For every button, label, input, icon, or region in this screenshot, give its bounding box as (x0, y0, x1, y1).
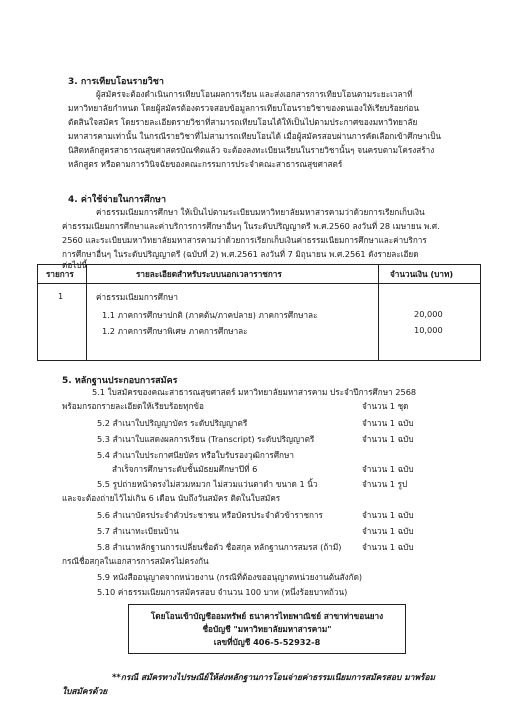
section5-item-continuation: และจะต้องถ่ายไว้ไม่เกิน 6 เดือน นับถึงวันสมัคร ติดในใบสมัคร (62, 493, 281, 503)
fee-table (37, 264, 481, 361)
bank-account-name: ชื่อบัญชี "มหาวิทยาลัยมหาสารคาม" (202, 624, 332, 634)
section5-item: 5.2 สำเนาใบปริญญาบัตร ระดับปริญญาตรี (97, 418, 248, 428)
section5-item-5-1-line-1: 5.1 ใบสมัครของคณะสาธารณสุขศาสตร์ มหาวิทยาลัยมหาสารคาม ประจำปีการศึกษา 2568 (92, 387, 417, 397)
table-row-label: 1.1 ภาคการศึกษาปกติ (ภาคต้น/ภาคปลาย) ภาคการศึกษาละ (102, 310, 318, 320)
section3-line-6: หลักสูตร หรือตามการวินิจฉัยของคณะกรรมการประจำคณะสาธารณสุขศาสตร์ (68, 159, 343, 169)
section3-line-4: มหาสารคามเท่านั้น ในกรณีรายวิชาที่ไม่สามารถเทียบโอนได้ เมื่อผู้สมัครสอบผ่านการคัดเลือกเข้าศึกษาเป็น (68, 131, 441, 141)
section5-item-qty: จำนวน 1 ฉบับ (362, 434, 414, 444)
table-item-number: 1 (58, 291, 64, 301)
bank-account-box (128, 604, 406, 654)
section5-item: 5.9 หนังสืออนุญาตจากหน่วยงาน (กรณีที่ต้องขออนุญาตหน่วยงานต้นสังกัด) (97, 572, 363, 582)
table-header-amount: จำนวนเงิน (บาท) (390, 269, 454, 279)
section5-item-5-1-qty: จำนวน 1 ชุด (362, 401, 409, 411)
section5-item: 5.4 สำเนาใบประกาศนียบัตร หรือใบรับรองวุฒิการศึกษา (97, 450, 294, 460)
section4-line-2: ค่าธรรมเนียมการศึกษาและค่าบริการการศึกษาอื่นๆ ในระดับปริญญาตรี พ.ศ.2560 ลงวันที่ 28 เมษายน พ.ศ. (62, 221, 440, 231)
section3-line-2: มหาวิทยาลัยกำหนด โดยผู้สมัครต้องตรวจสอบข้อมูลการเทียบโอนรายวิชาของตนเองให้เรียบร้อยก่อน (68, 103, 419, 113)
section5-item-qty: จำนวน 1 ฉบับ (362, 526, 414, 536)
section5-item: 5.6 สำเนาบัตรประจำตัวประชาชน หรือบัตรประจำตัวข้าราชการ (97, 510, 323, 520)
section3-heading: 3. การเทียบโอนรายวิชา (68, 77, 164, 87)
bank-line-1: โดยโอนเข้าบัญชีออมทรัพย์ ธนาคารไทยพาณิชย์ สาขาท่าขอนยาง (150, 611, 384, 621)
table-item-title: ค่าธรรมเนียมการศึกษา (96, 292, 178, 302)
table-column-divider (86, 265, 87, 360)
section5-item: 5.5 รูปถ่ายหน้าตรงไม่สวมหมวก ไม่สวมแว่นตาดำ ขนาด 1 นิ้ว (97, 479, 318, 489)
section5-item-qty: จำนวน 1 ฉบับ (362, 418, 414, 428)
section4-line-5: ต่อไปนี้ (62, 260, 88, 270)
table-row-amount: 10,000 (414, 325, 443, 335)
section5-item-continuation: สำเร็จการศึกษาระดับชั้นมัธยมศึกษาปีที่ 6 (112, 464, 258, 474)
table-header-detail: รายละเอียดสำหรับระบบนอกเวลาราชการ (136, 269, 282, 279)
bank-account-number: เลขที่บัญชี 406-5-52932-8 (213, 637, 321, 647)
table-header-item: รายการ (46, 269, 74, 279)
section5-item: 5.3 สำเนาใบแสดงผลการเรียน (Transcript) ระดับปริญญาตรี (97, 434, 315, 444)
section5-item: 5.7 สำเนาทะเบียนบ้าน (97, 526, 179, 536)
footnote-line-2: ใบสมัครด้วย (62, 686, 108, 696)
section3-line-5: นิสิตหลักสูตรสาธารณสุขศาสตรบัณฑิตแล้ว จะต้องลงทะเบียนเรียนในรายวิชานั้นๆ จนครบตามโครงสร้าง (68, 145, 435, 155)
section5-item-5-1-line-2: พร้อมกรอกรายละเอียดให้เรียบร้อยทุกข้อ (62, 401, 204, 411)
table-row-amount: 20,000 (414, 309, 443, 319)
section3-line-1: ผู้สมัครจะต้องดำเนินการเทียบโอนผลการเรียน และส่งเอกสารการเทียบโอนตามระยะเวลาที่ (96, 89, 413, 99)
section5-item: 5.10 ค่าธรรมเนียมการสมัครสอบ จำนวน 100 บาท (หนึ่งร้อยบาทถ้วน) (97, 587, 348, 597)
section5-heading: 5. หลักฐานประกอบการสมัคร (62, 376, 178, 386)
section5-item: 5.8 สำเนาหลักฐานการเปลี่ยนชื่อตัว ชื่อสกุล หลักฐานการสมรส (ถ้ามี) (97, 542, 342, 552)
section4-line-1: ค่าธรรมเนียมการศึกษา ให้เป็นไปตามระเบียบมหาวิทยาลัยมหาสารคามว่าด้วยการเรียกเก็บเงิน (96, 207, 425, 217)
section5-item-qty: จำนวน 1 ฉบับ (362, 464, 414, 474)
table-row-label: 1.2 ภาคการศึกษาพิเศษ ภาคการศึกษาละ (102, 326, 248, 336)
footnote-line-1: **กรณี สมัครทางไปรษณีย์ให้ส่งหลักฐานการโอนจ่ายค่าธรรมเนียมการสมัครสอบ มาพร้อม (112, 672, 436, 682)
section5-item-qty: จำนวน 1 รูป (362, 479, 408, 489)
section5-item-continuation: กรณีชื่อสกุลในเอกสารการสมัครไม่ตรงกัน (62, 556, 209, 566)
section4-line-4: การศึกษาอื่นๆ ในระดับปริญญาตรี (ฉบับที่ 2) พ.ศ.2561 ลงวันที่ 7 มิถุนายน พ.ศ.2561 ดังรายละเอียด (62, 249, 419, 259)
section3-line-3: ตัดสินใจสมัคร โดยรายละเอียดรายวิชาที่สามารถเทียบโอนได้ให้เป็นไปตามประกาศของมหาวิทยาลัย (68, 117, 418, 127)
table-header-divider (38, 283, 480, 284)
section4-line-3: 2560 และระเบียบมหาวิทยาลัยมหาสารคามว่าด้วยการเรียกเก็บเงินค่าธรรมเนียมการศึกษาและค่าบริการ (62, 235, 427, 245)
table-column-divider (378, 265, 379, 360)
section5-item-qty: จำนวน 1 ฉบับ (362, 510, 414, 520)
section5-item-qty: จำนวน 1 ฉบับ (362, 542, 414, 552)
section4-heading: 4. ค่าใช้จ่ายในการศึกษา (68, 195, 167, 205)
